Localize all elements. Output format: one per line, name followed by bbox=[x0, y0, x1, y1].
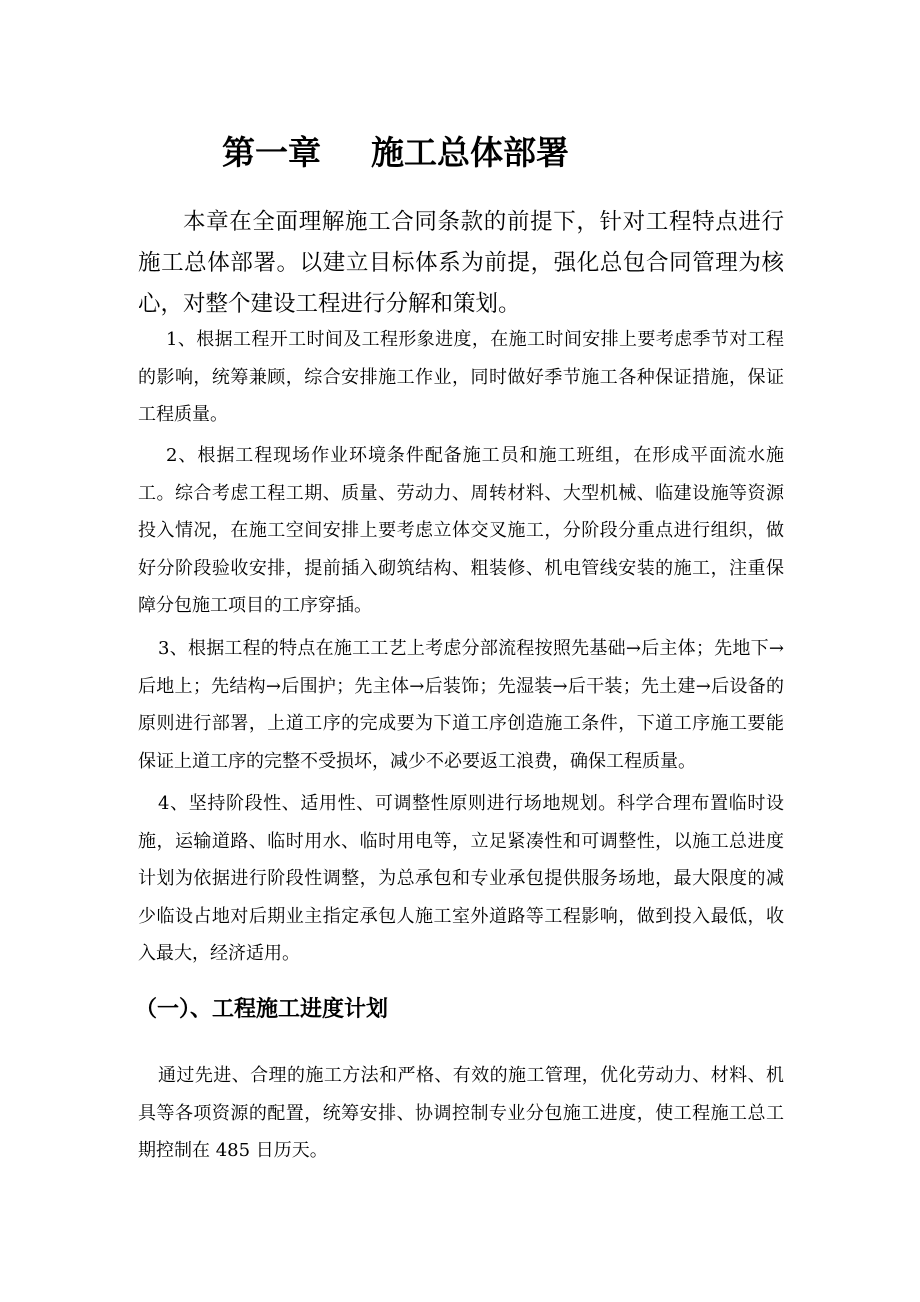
section-body: 通过先进、合理的施工方法和严格、有效的施工管理，优化劳动力、材料、机具等各项资源的配置，统筹安排、协调控制专业分包施工进度，使工程施工总工期控制在 485 日历天。 bbox=[138, 1065, 784, 1161]
chapter-intro: 本章在全面理解施工合同条款的前提下，针对工程特点进行施工总体部署。以建立目标体系为前提，强化总包合同管理为核心，对整个建设工程进行分解和策划。 bbox=[138, 209, 784, 317]
paragraph-4: 4、坚持阶段性、适用性、可调整性原则进行场地规划。科学合理布置临时设施，运输道路、临时用水、临时用电等，立足紧凑性和可调整性，以施工总进度计划为依据进行阶段性调整，为总承包和专业承包提供服务场地，最大限度的减少临设占地对后期业主指定承包人施工室外道路等工程影响，做到投入最低，收入最大，经济适用。 bbox=[138, 793, 784, 964]
paragraph-2: 2、根据工程现场作业环境条件配备施工员和施工班组，在形成平面流水施工。综合考虑工程工期、质量、劳动力、周转材料、大型机械、临建设施等资源投入情况，在施工空间安排上要考虑立体交叉施工，分阶段分重点进行组织，做好分阶段验收安排，提前插入砌筑结构、粗装修、机电管线安装的施工，注重保障分包施工项目的工序穿插。 bbox=[138, 445, 784, 616]
chapter-name: 施工总体部署 bbox=[371, 133, 569, 172]
paragraph-1: 1、根据工程开工时间及工程形象进度，在施工时间安排上要考虑季节对工程的影响，统筹兼顾，综合安排施工作业，同时做好季节施工各种保证措施，保证工程质量。 bbox=[138, 329, 784, 425]
paragraph-3: 3、根据工程的特点在施工工艺上考虑分部流程按照先基础→后主体；先地下→后地上；先结构→后围护；先主体→后装饰；先湿装→后干装；先土建→后设备的原则进行部署，上道工序的完成要为下道工序创造施工条件，下道工序施工要能保证上道工序的完整不受损坏，减少不必要返工浪费，确保工程质量。 bbox=[138, 638, 784, 772]
section-heading: （一）、工程施工进度计划 bbox=[135, 997, 389, 1022]
chapter-number: 第一章 bbox=[222, 133, 321, 172]
chapter-title bbox=[222, 130, 569, 176]
